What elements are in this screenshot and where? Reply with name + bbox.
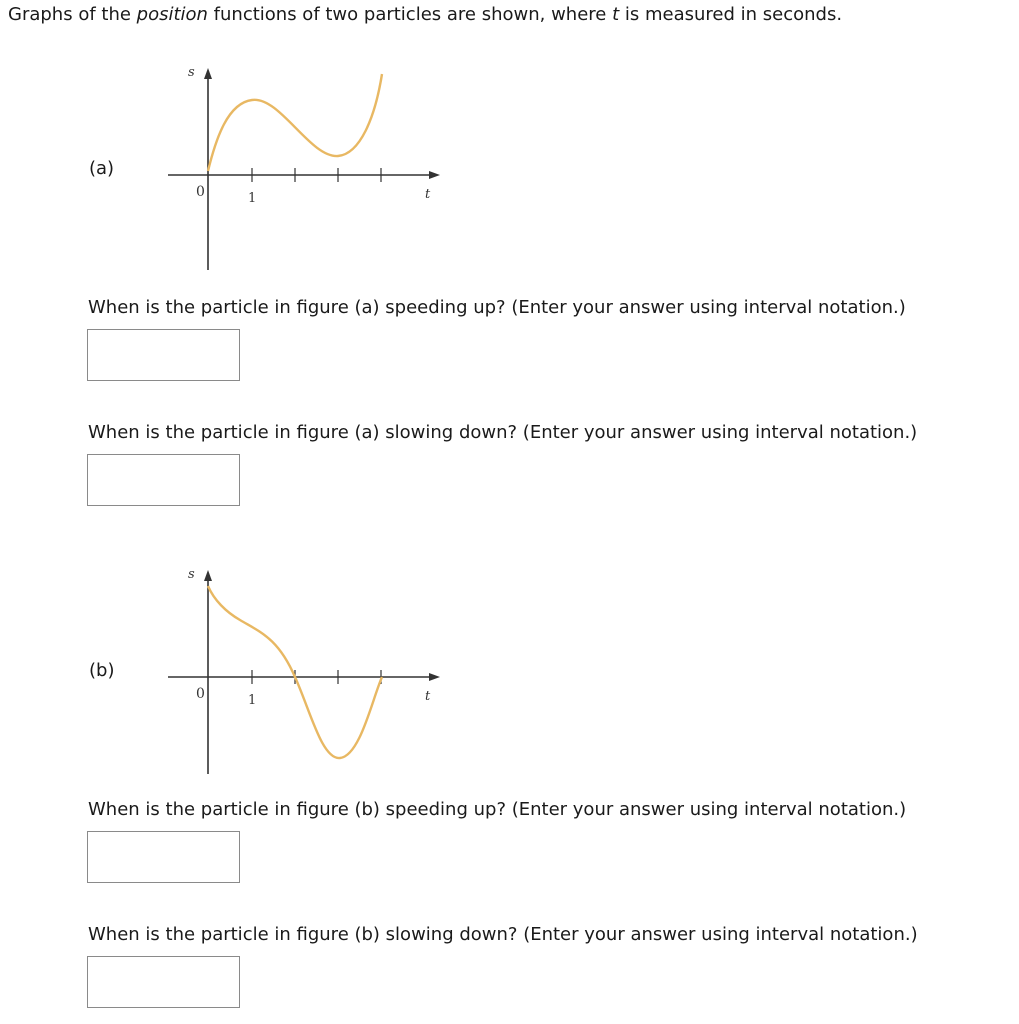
figure-a-s-arrow [204, 68, 212, 79]
figure-a-tick-1-label: 1 [248, 191, 257, 206]
intro-text-2: functions of two particles are shown, where [207, 4, 613, 25]
answer-b-speeding-up-input[interactable] [87, 831, 240, 883]
figure-a-graph [150, 58, 450, 273]
question-b-slowing-down: When is the particle in figure (b) slowing down? (Enter your answer using interval notation.) [88, 924, 918, 945]
answer-a-speeding-up-input[interactable] [87, 329, 240, 381]
figure-b-t-arrow [429, 673, 440, 681]
intro-t-variable: t [612, 4, 620, 25]
answer-b-slowing-down-input[interactable] [87, 956, 240, 1008]
figure-a-origin-label: 0 [196, 184, 205, 200]
figure-b-tick-1-label: 1 [248, 693, 257, 708]
figure-a-s-label: s [188, 65, 195, 80]
figure-b-s-arrow [204, 570, 212, 581]
answer-a-slowing-down-input[interactable] [87, 454, 240, 506]
figure-b-graph [150, 560, 450, 775]
figure-b-t-label: t [425, 689, 431, 704]
figure-b-label: (b) [89, 660, 115, 681]
figure-a-label: (a) [89, 158, 115, 179]
figure-b-origin-label: 0 [196, 686, 205, 702]
problem-intro [8, 4, 842, 25]
intro-text-1: Graphs of the [8, 4, 137, 25]
figure-a-t-arrow [429, 171, 440, 179]
intro-position-word: position [136, 4, 208, 25]
question-a-slowing-down: When is the particle in figure (a) slowing down? (Enter your answer using interval notation.) [88, 422, 918, 443]
intro-text-3: is measured in seconds. [619, 4, 843, 25]
figure-a-position-curve [208, 74, 382, 171]
figure-a-t-label: t [425, 187, 431, 202]
question-a-speeding-up: When is the particle in figure (a) speeding up? (Enter your answer using interval notation.) [88, 297, 906, 318]
figure-b-s-label: s [188, 567, 195, 582]
question-b-speeding-up: When is the particle in figure (b) speeding up? (Enter your answer using interval notation.) [88, 799, 907, 820]
